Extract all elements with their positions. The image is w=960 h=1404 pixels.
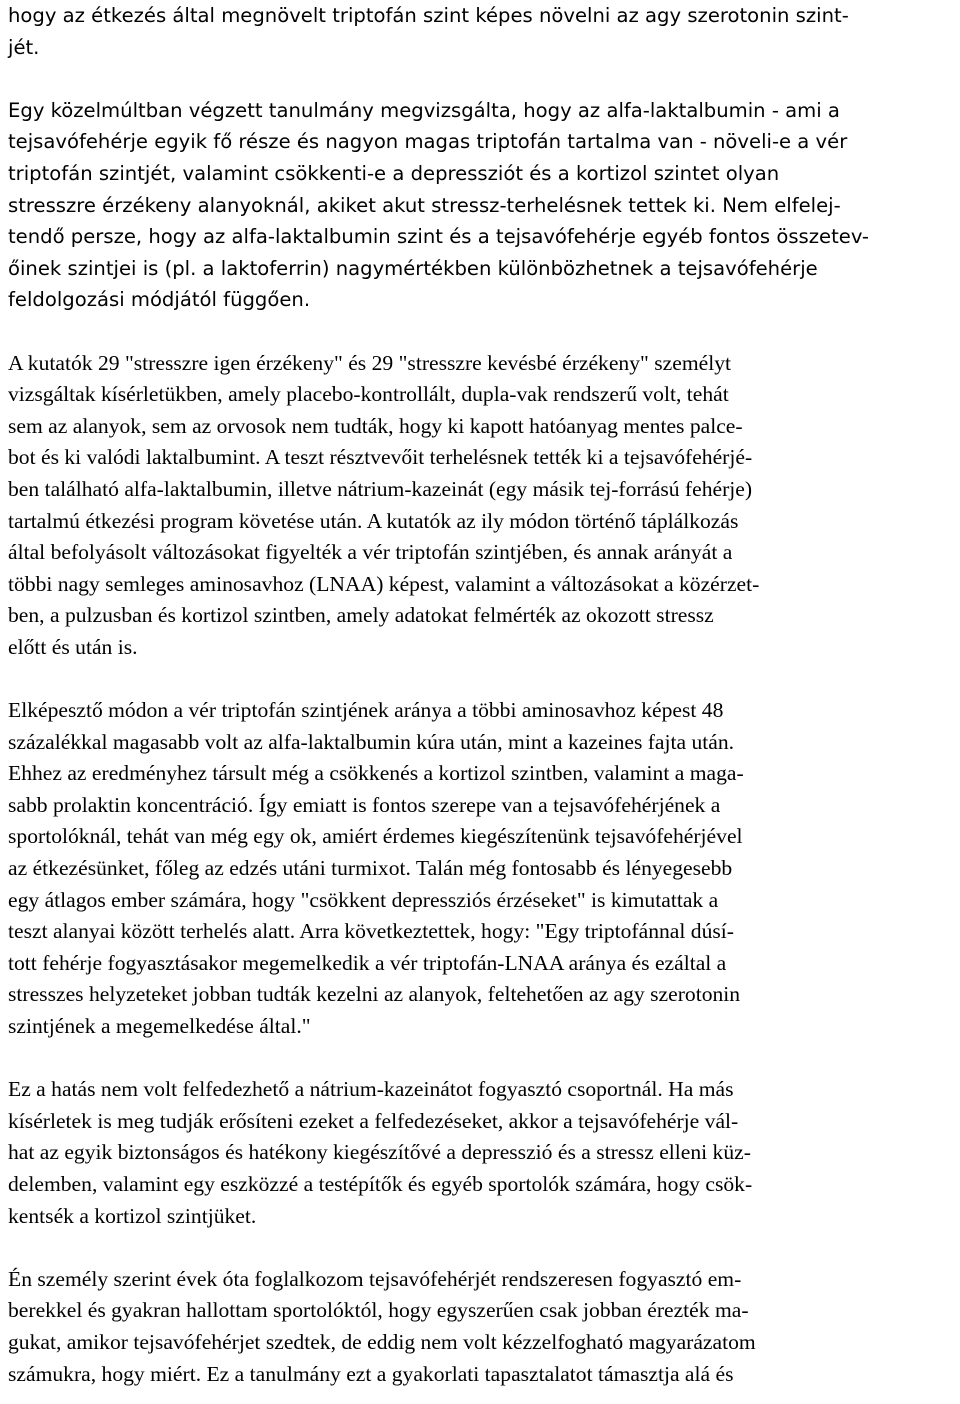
paragraph-gap (8, 63, 954, 95)
paragraph (8, 1074, 954, 1232)
text-line: tott fehérje fogyasztásakor megemelkedik a vér triptofán-LNAA aránya és ezáltal a (8, 950, 727, 975)
text-line: stresszes helyzeteket jobban tudták kezelni az alanyok, feltehetően az agy szerotonin (8, 982, 741, 1007)
text-line: sportolóknál, tehát van még egy ok, amiért érdemes kiegészítenünk tejsavófehérjével (8, 824, 743, 849)
text-line: Elképesztő módon a vér triptofán szintjének aránya a többi aminosavhoz képest 48 (8, 698, 724, 723)
text-line: Ehhez az eredményhez társult még a csökkenés a kortizol szintben, valamint a maga- (8, 761, 744, 786)
text-line: Ez a hatás nem volt felfedezhető a nátrium-kazeinátot fogyasztó csoportnál. Ha más (8, 1077, 734, 1102)
text-line: feldolgozási módjától függően. (8, 288, 311, 312)
text-line: egy átlagos ember számára, hogy "csökkent depressziós érzéseket" is kimutattak a (8, 887, 719, 912)
paragraph (8, 95, 954, 316)
text-line: sabb prolaktin koncentráció. Így emiatt is fontos szerepe van a tejsavófehérjének a (8, 792, 721, 817)
text-line: kísérletek is meg tudják erősíteni ezeket a felfedezéseket, akkor a tejsavófehérje vál- (8, 1108, 739, 1133)
document-body (8, 0, 954, 1390)
text-line: által befolyásolt változásokat figyelték a vér triptofán szintjében, és annak arányát a (8, 540, 733, 565)
text-line: Én személy szerint évek óta foglalkozom tejsavófehérjét rendszeresen fogyasztó em- (8, 1266, 742, 1291)
text-line: A kutatók 29 "stresszre igen érzékeny" és 29 "stresszre kevésbé érzékeny" személyt (8, 350, 731, 375)
paragraph-gap (8, 1043, 954, 1075)
text-line: bot és ki valódi laktalbumint. A teszt résztvevőit terhelésnek tették ki a tejsavófehérjé- (8, 445, 753, 470)
text-line: az étkezésünket, főleg az edzés utáni turmixot. Talán még fontosabb és lényegesebb (8, 856, 733, 881)
paragraph-gap (8, 1232, 954, 1264)
text-line: számukra, hogy miért. Ez a tanulmány ezt a gyakorlati tapasztalatot támasztja alá és (8, 1361, 734, 1386)
text-line: vizsgáltak kísérletükben, amely placebo-kontrollált, dupla-vak rendszerű volt, tehát (8, 382, 729, 407)
text-line: többi nagy semleges aminosavhoz (LNAA) képest, valamint a változásokat a közérzet- (8, 571, 760, 596)
text-line: tejsavófehérje egyik fő része és nagyon magas triptofán tartalma van - növeli-e a vér (8, 130, 848, 154)
text-line: kentsék a kortizol szintjüket. (8, 1203, 257, 1228)
text-line: gukat, amikor tejsavófehérjet szedtek, de eddig nem volt kézzelfogható magyarázatom (8, 1329, 756, 1354)
text-line: tendő persze, hogy az alfa-laktalbumin szint és a tejsavófehérje egyéb fontos összetev- (8, 225, 869, 249)
paragraph (8, 1264, 954, 1390)
text-line: stresszre érzékeny alanyoknál, akiket akut stressz-terhelésnek tettek ki. Nem elfelej- (8, 193, 841, 217)
text-line: százalékkal magasabb volt az alfa-laktalbumin kúra után, mint a kazeines fajta után. (8, 729, 735, 754)
text-line: őinek szintjei is (pl. a laktoferrin) nagymértékben különbözhetnek a tejsavófehérje (8, 256, 818, 280)
text-line: berekkel és gyakran hallottam sportolóktól, hogy egyszerűen csak jobban érezték ma- (8, 1298, 749, 1323)
text-line: hat az egyik biztonságos és hatékony kiegészítővé a depresszió és a stressz elleni küz- (8, 1140, 751, 1165)
text-line: triptofán szintjét, valamint csökkenti-e a depressziót és a kortizol szintet olyan (8, 161, 780, 185)
text-line: teszt alanyai között terhelés alatt. Arra következtettek, hogy: "Egy triptofánnal dúsí- (8, 919, 734, 944)
paragraph (8, 348, 954, 664)
paragraph-gap (8, 316, 954, 348)
text-line: hogy az étkezés által megnövelt triptofán szint képes növelni az agy szerotonin szint- (8, 4, 849, 27)
text-line: jét. (8, 35, 40, 59)
text-line: szintjének a megemelkedése által." (8, 1014, 311, 1038)
text-line: Egy közelmúltban végzett tanulmány megvizsgálta, hogy az alfa-laktalbumin - ami a (8, 98, 840, 122)
text-line: delemben, valamint egy eszközzé a testépítők és egyéb sportolók számára, hogy csök- (8, 1171, 753, 1196)
text-line: ben, a pulzusban és kortizol szintben, amely adatokat felmérték az okozott stressz (8, 603, 714, 628)
text-line: tartalmú étkezési program követése után. A kutatók az ily módon történő táplálkozás (8, 508, 739, 533)
paragraph-gap (8, 663, 954, 695)
paragraph (8, 0, 954, 63)
text-line: ben található alfa-laktalbumin, illetve nátrium-kazeinát (egy másik tej-forrású fehérje) (8, 476, 753, 501)
text-line: sem az alanyok, sem az orvosok nem tudták, hogy ki kapott hatóanyag mentes palce- (8, 413, 743, 438)
paragraph (8, 695, 954, 1043)
text-line: előtt és után is. (8, 634, 138, 659)
